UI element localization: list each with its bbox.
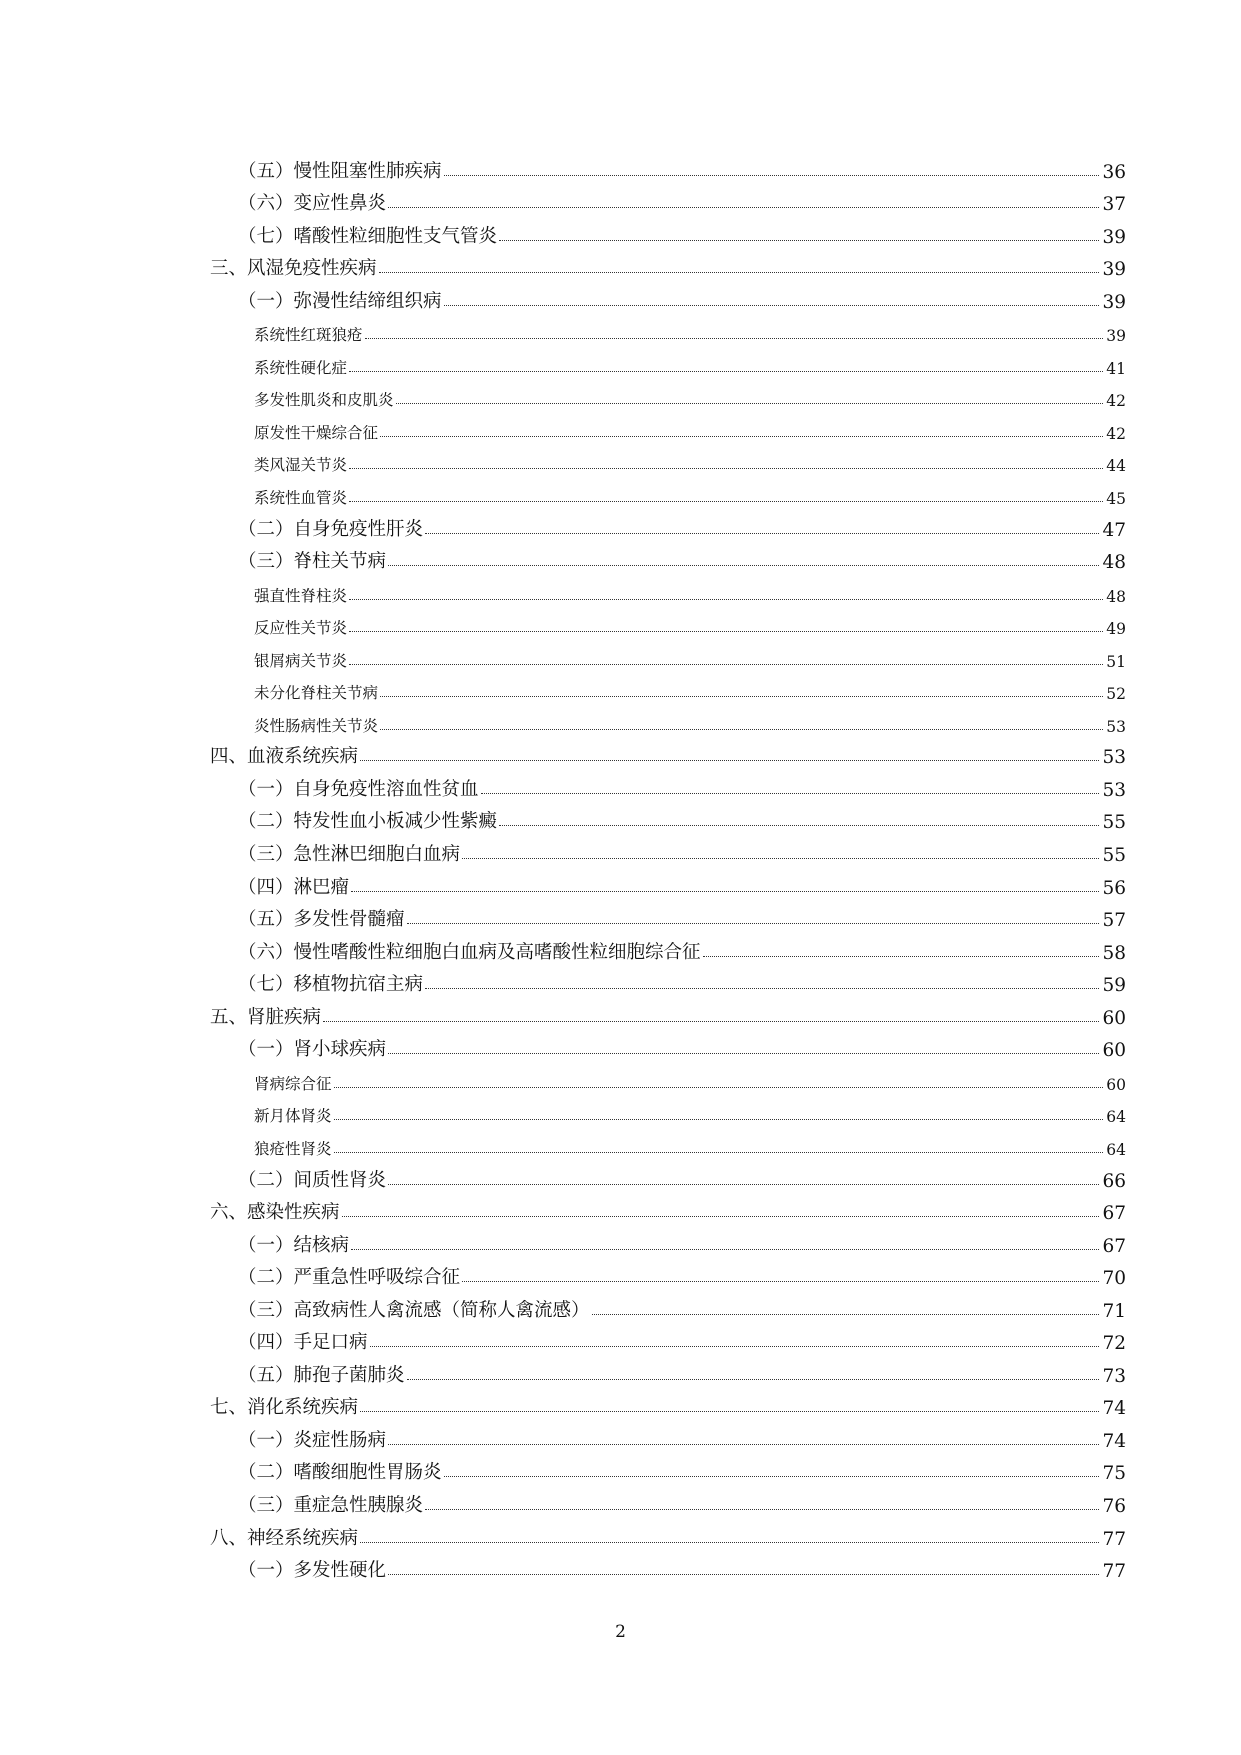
toc-entry-title: （五）多发性骨髓瘤 [238, 909, 405, 931]
table-of-contents [210, 150, 1126, 1582]
dot-leader [444, 1476, 1100, 1477]
toc-entry-page: 53 [1102, 779, 1126, 801]
toc-entry-title: （二）严重急性呼吸综合征 [238, 1267, 461, 1289]
toc-entry-page: 56 [1102, 877, 1126, 899]
dot-leader [396, 403, 1104, 404]
dot-leader [499, 240, 1099, 241]
toc-entry-page: 45 [1106, 490, 1126, 509]
dot-leader [370, 1346, 1100, 1347]
dot-leader [425, 533, 1099, 534]
toc-entry-title: （一）弥漫性结缔组织病 [238, 290, 442, 312]
toc-entry[interactable] [210, 443, 1126, 476]
dot-leader [379, 272, 1100, 273]
dot-leader [360, 1411, 1099, 1412]
toc-entry[interactable] [210, 150, 1126, 183]
toc-entry[interactable] [210, 1419, 1126, 1452]
toc-entry[interactable] [210, 378, 1126, 411]
toc-entry[interactable] [210, 1224, 1126, 1257]
toc-entry[interactable] [210, 183, 1126, 216]
toc-entry[interactable] [210, 1322, 1126, 1355]
toc-entry-title: 原发性干燥综合征 [254, 423, 379, 442]
toc-entry-page: 75 [1102, 1463, 1126, 1485]
toc-entry[interactable] [210, 345, 1126, 378]
toc-entry-page: 74 [1102, 1398, 1126, 1420]
toc-entry-title: 四、血液系统疾病 [210, 746, 359, 768]
toc-entry-title: 五、肾脏疾病 [210, 1006, 322, 1028]
dot-leader [380, 729, 1103, 730]
dot-leader [425, 988, 1099, 989]
toc-entry-title: （一）肾小球疾病 [238, 1039, 387, 1061]
toc-entry[interactable] [210, 1029, 1126, 1062]
toc-entry-page: 36 [1102, 161, 1126, 183]
toc-entry[interactable] [210, 1517, 1126, 1550]
toc-entry-page: 67 [1102, 1235, 1126, 1257]
toc-entry[interactable] [210, 1192, 1126, 1225]
toc-entry[interactable] [210, 638, 1126, 671]
toc-entry[interactable] [210, 768, 1126, 801]
toc-entry-title: （四）手足口病 [238, 1332, 368, 1354]
dot-leader [342, 1216, 1100, 1217]
dot-leader [349, 501, 1103, 502]
toc-entry[interactable] [210, 1289, 1126, 1322]
dot-leader [349, 664, 1103, 665]
dot-leader [425, 1509, 1099, 1510]
toc-entry-title: 肾病综合征 [254, 1074, 332, 1093]
dot-leader [349, 371, 1103, 372]
toc-entry-page: 53 [1106, 717, 1126, 736]
toc-entry-page: 44 [1106, 457, 1126, 476]
toc-entry-title: 未分化脊柱关节病 [254, 684, 379, 703]
toc-entry-title: （二）自身免疫性肝炎 [238, 518, 424, 540]
toc-entry-page: 57 [1102, 910, 1126, 932]
toc-entry[interactable] [210, 703, 1126, 736]
dot-leader [360, 1542, 1099, 1543]
toc-entry[interactable] [210, 1354, 1126, 1387]
toc-entry-title: （七）移植物抗宿主病 [238, 974, 424, 996]
toc-entry-title: 类风湿关节炎 [254, 456, 348, 475]
toc-entry[interactable] [210, 280, 1126, 313]
toc-entry-title: （一）结核病 [238, 1234, 350, 1256]
toc-entry-title: 狼疮性肾炎 [254, 1139, 332, 1158]
toc-entry-page: 53 [1102, 747, 1126, 769]
toc-entry-title: 七、消化系统疾病 [210, 1397, 359, 1419]
dot-leader [334, 1152, 1104, 1153]
toc-entry-page: 55 [1102, 845, 1126, 867]
dot-leader [388, 565, 1099, 566]
toc-entry-title: （六）慢性嗜酸性粒细胞白血病及高嗜酸性粒细胞综合征 [238, 941, 701, 963]
toc-entry-page: 39 [1102, 259, 1126, 281]
toc-entry-title: 三、风湿免疫性疾病 [210, 258, 377, 280]
toc-entry-page: 58 [1102, 942, 1126, 964]
toc-entry[interactable] [210, 1257, 1126, 1290]
toc-entry[interactable] [210, 964, 1126, 997]
dot-leader [349, 468, 1103, 469]
toc-entry[interactable] [210, 801, 1126, 834]
toc-entry[interactable] [210, 931, 1126, 964]
toc-entry-page: 76 [1102, 1495, 1126, 1517]
dot-leader [388, 1184, 1099, 1185]
toc-entry-page: 66 [1102, 1170, 1126, 1192]
toc-entry-title: （二）嗜酸细胞性胃肠炎 [238, 1462, 442, 1484]
toc-entry[interactable] [210, 606, 1126, 639]
toc-entry[interactable] [210, 833, 1126, 866]
dot-leader [388, 1574, 1099, 1575]
toc-entry-title: 新月体肾炎 [254, 1107, 332, 1126]
toc-entry-title: 系统性血管炎 [254, 489, 348, 508]
toc-entry-title: 系统性硬化症 [254, 358, 348, 377]
toc-entry-page: 60 [1106, 1075, 1126, 1094]
toc-entry-page: 51 [1106, 652, 1126, 671]
toc-entry-page: 39 [1106, 327, 1126, 346]
toc-entry-page: 55 [1102, 812, 1126, 834]
toc-entry-title: （五）慢性阻塞性肺疾病 [238, 160, 442, 182]
toc-entry-page: 39 [1102, 291, 1126, 313]
toc-entry[interactable] [210, 248, 1126, 281]
toc-entry-page: 39 [1102, 226, 1126, 248]
dot-leader [407, 1379, 1100, 1380]
toc-entry-title: 炎性肠病性关节炎 [254, 716, 379, 735]
toc-entry-title: 六、感染性疾病 [210, 1202, 340, 1224]
toc-entry-page: 60 [1102, 1040, 1126, 1062]
toc-entry[interactable] [210, 1484, 1126, 1517]
toc-entry[interactable] [210, 541, 1126, 574]
toc-entry[interactable] [210, 508, 1126, 541]
toc-entry[interactable] [210, 215, 1126, 248]
dot-leader [592, 1314, 1100, 1315]
toc-entry-page: 49 [1106, 620, 1126, 639]
dot-leader [703, 956, 1100, 957]
dot-leader [462, 1281, 1099, 1282]
toc-entry-page: 67 [1102, 1203, 1126, 1225]
toc-entry-title: （六）变应性鼻炎 [238, 193, 387, 215]
dot-leader [380, 696, 1103, 697]
toc-entry-title: （一）自身免疫性溶血性贫血 [238, 778, 479, 800]
toc-entry[interactable] [210, 475, 1126, 508]
toc-entry[interactable] [210, 1094, 1126, 1127]
toc-entry-title: 多发性肌炎和皮肌炎 [254, 391, 394, 410]
toc-entry-title: （二）间质性肾炎 [238, 1169, 387, 1191]
toc-entry-page: 64 [1106, 1140, 1126, 1159]
toc-entry-page: 42 [1106, 392, 1126, 411]
dot-leader [351, 1249, 1099, 1250]
dot-leader [407, 923, 1100, 924]
toc-entry[interactable] [210, 313, 1126, 346]
dot-leader [334, 1119, 1104, 1120]
toc-entry[interactable] [210, 866, 1126, 899]
dot-leader [388, 207, 1099, 208]
toc-entry-page: 59 [1102, 975, 1126, 997]
toc-entry-title: 八、神经系统疾病 [210, 1527, 359, 1549]
toc-entry[interactable] [210, 1452, 1126, 1485]
dot-leader [481, 793, 1100, 794]
toc-entry-title: 反应性关节炎 [254, 619, 348, 638]
toc-entry[interactable] [210, 899, 1126, 932]
toc-entry[interactable] [210, 1061, 1126, 1094]
dot-leader [380, 436, 1103, 437]
toc-entry[interactable] [210, 1159, 1126, 1192]
toc-entry-title: 银屑病关节炎 [254, 651, 348, 670]
toc-entry-page: 74 [1102, 1430, 1126, 1452]
toc-entry[interactable] [210, 671, 1126, 704]
toc-entry-title: （四）淋巴瘤 [238, 876, 350, 898]
toc-entry-title: （七）嗜酸性粒细胞性支气管炎 [238, 225, 498, 247]
dot-leader [462, 858, 1099, 859]
toc-entry-page: 77 [1102, 1528, 1126, 1550]
toc-entry-page: 52 [1106, 685, 1126, 704]
toc-entry-page: 37 [1102, 194, 1126, 216]
toc-entry-title: （五）肺孢子菌肺炎 [238, 1364, 405, 1386]
toc-entry-title: 强直性脊柱炎 [254, 586, 348, 605]
dot-leader [444, 305, 1100, 306]
dot-leader [323, 1021, 1099, 1022]
toc-entry-page: 71 [1102, 1300, 1126, 1322]
page-number: 2 [615, 1622, 626, 1642]
dot-leader [388, 1053, 1099, 1054]
dot-leader [388, 1444, 1099, 1445]
toc-entry-title: （三）脊柱关节病 [238, 551, 387, 573]
toc-entry-title: （二）特发性血小板减少性紫癜 [238, 811, 498, 833]
toc-entry-page: 72 [1102, 1333, 1126, 1355]
toc-entry-page: 47 [1102, 519, 1126, 541]
dot-leader [349, 631, 1103, 632]
toc-entry-title: 系统性红斑狼疮 [254, 326, 363, 345]
dot-leader [351, 891, 1099, 892]
toc-entry[interactable] [210, 996, 1126, 1029]
toc-entry[interactable] [210, 573, 1126, 606]
dot-leader [365, 338, 1104, 339]
toc-entry-page: 48 [1106, 587, 1126, 606]
toc-entry[interactable] [210, 1550, 1126, 1583]
dot-leader [349, 599, 1103, 600]
toc-entry-title: （一）炎症性肠病 [238, 1429, 387, 1451]
toc-entry-page: 48 [1102, 552, 1126, 574]
toc-entry-title: （三）重症急性胰腺炎 [238, 1494, 424, 1516]
toc-entry-page: 64 [1106, 1108, 1126, 1127]
toc-entry-page: 73 [1102, 1365, 1126, 1387]
toc-entry-page: 77 [1102, 1561, 1126, 1583]
toc-entry-page: 41 [1106, 359, 1126, 378]
dot-leader [334, 1087, 1104, 1088]
dot-leader [444, 175, 1100, 176]
toc-entry-page: 60 [1102, 1007, 1126, 1029]
toc-entry-page: 42 [1106, 424, 1126, 443]
dot-leader [360, 760, 1099, 761]
toc-entry-title: （三）急性淋巴细胞白血病 [238, 844, 461, 866]
dot-leader [499, 825, 1099, 826]
toc-entry[interactable] [210, 410, 1126, 443]
toc-entry[interactable] [210, 1126, 1126, 1159]
toc-entry-title: （三）高致病性人禽流感（简称人禽流感） [238, 1299, 590, 1321]
toc-entry[interactable] [210, 736, 1126, 769]
toc-entry[interactable] [210, 1387, 1126, 1420]
toc-entry-title: （一）多发性硬化 [238, 1560, 387, 1582]
toc-entry-page: 70 [1102, 1268, 1126, 1290]
